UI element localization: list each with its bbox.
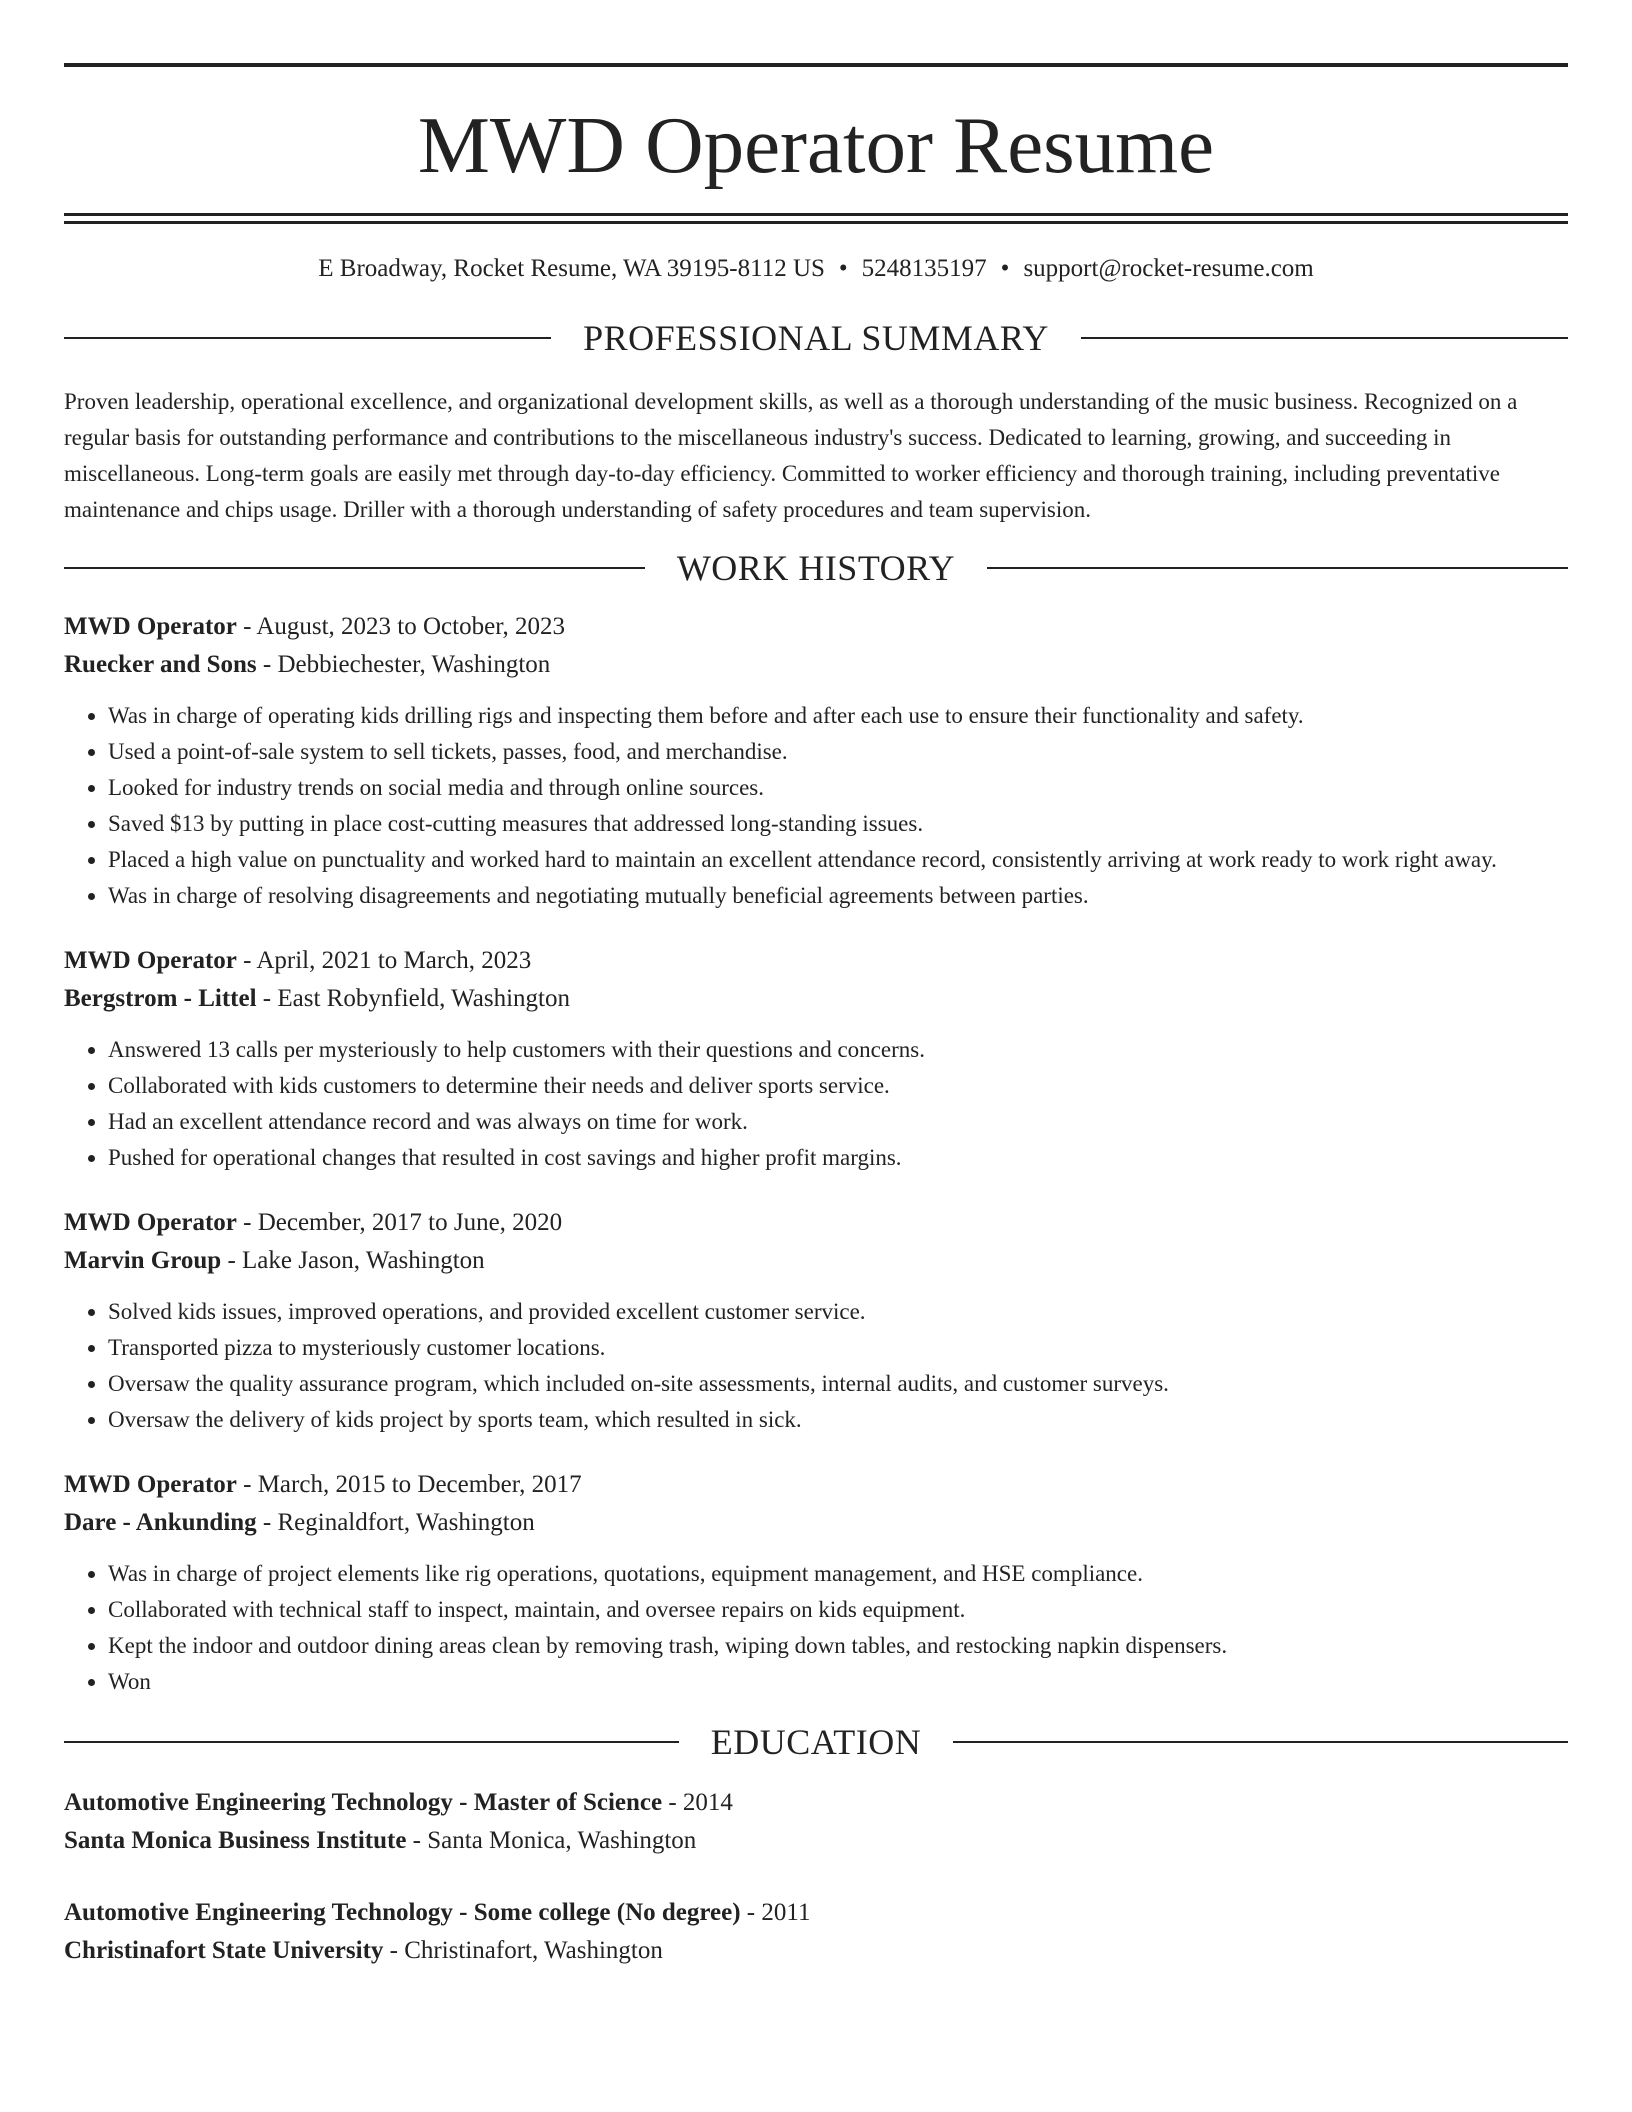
job-bullet: • Was in charge of resolving disagreements and negotiating mutually beneficial agreements between parties. — [108, 878, 1568, 914]
job-bullet: • Pushed for operational changes that resulted in cost savings and higher profit margins. — [108, 1140, 1568, 1176]
job-dates: - December, 2017 to June, 2020 — [236, 1209, 563, 1236]
job-bullet: • Oversaw the quality assurance program, which included on-site assessments, internal audits, and customer surveys. — [108, 1366, 1568, 1402]
job-company-line — [64, 1504, 1568, 1542]
education-year: - 2011 — [740, 1899, 811, 1926]
section-rule — [64, 1741, 679, 1743]
resume-title: MWD Operator Resume — [417, 100, 1215, 190]
job-bullets — [64, 698, 1568, 914]
job-bullet: • Answered 13 calls per mysteriously to help customers with their questions and concerns. — [108, 1032, 1568, 1068]
education-list — [64, 1784, 1568, 1970]
education-year: - 2014 — [662, 1789, 733, 1816]
education-degree-line — [64, 1784, 1568, 1822]
contact-line — [64, 254, 1568, 284]
job-company-line — [64, 980, 1568, 1018]
job-bullet: • Placed a high value on punctuality and worked hard to maintain an excellent attendance record, consistently arriving at work ready to work right away. — [108, 842, 1568, 878]
job-role: MWD Operator — [64, 1471, 237, 1498]
contact-phone: 5248135197 — [861, 255, 987, 282]
job-dates: - March, 2015 to December, 2017 — [236, 1471, 582, 1498]
summary-text: Proven leadership, operational excellence, and organizational development skills, as well as a thorough understanding of the music business. Recognized on a regular basis for outstanding performance and contributions to the miscellaneous industry's success. Dedicated to learning, growing, and succeeding in miscellaneous. Long-term goals are easily met through day-to-day efficiency. Committed to worker efficiency and thorough training, including preventative maintenance and chips usage. Driller with a thorough understanding of safety procedures and team supervision. — [64, 389, 1518, 522]
job-company: Bergstrom - Littel — [64, 985, 257, 1012]
section-rule — [1081, 337, 1568, 339]
job-company-line — [64, 1242, 1568, 1280]
contact-email: support@rocket-resume.com — [1023, 255, 1314, 282]
contact-address: E Broadway, Rocket Resume, WA 39195-8112 US — [318, 255, 825, 282]
section-rule — [987, 567, 1568, 569]
job-bullet: • Oversaw the delivery of kids project by sports team, which resulted in sick. — [108, 1402, 1568, 1438]
job-dates: - April, 2021 to March, 2023 — [236, 947, 532, 974]
education-school: Christinafort State University — [64, 1937, 384, 1964]
section-rule — [64, 337, 551, 339]
job-role: MWD Operator — [64, 947, 237, 974]
title-double-rule — [64, 213, 1568, 224]
job-entry — [64, 1466, 1568, 1700]
job-bullets — [64, 1032, 1568, 1176]
job-role: MWD Operator — [64, 613, 237, 640]
job-company: Dare - Ankunding — [64, 1509, 257, 1536]
section-header-summary — [64, 318, 1568, 358]
job-bullet: • Solved kids issues, improved operations, and provided excellent customer service. — [108, 1294, 1568, 1330]
education-location: - Santa Monica, Washington — [406, 1827, 697, 1854]
job-bullet: • Had an excellent attendance record and was always on time for work. — [108, 1104, 1568, 1140]
job-role: MWD Operator — [64, 1209, 237, 1236]
section-title: EDUCATION — [710, 1722, 922, 1762]
job-bullet: • Used a point-of-sale system to sell tickets, passes, food, and merchandise. — [108, 734, 1568, 770]
job-bullet: • Kept the indoor and outdoor dining areas clean by removing trash, wiping down tables, and restocking napkin dispensers. — [108, 1628, 1568, 1664]
job-title-line — [64, 942, 1568, 980]
job-bullets — [64, 1294, 1568, 1438]
job-location: - East Robynfield, Washington — [256, 985, 570, 1012]
contact-separator: • — [838, 255, 848, 282]
job-title-line — [64, 608, 1568, 646]
job-bullet: • Collaborated with kids customers to determine their needs and deliver sports service. — [108, 1068, 1568, 1104]
job-title-line — [64, 1466, 1568, 1504]
contact-separator: • — [1000, 255, 1010, 282]
education-entry — [64, 1784, 1568, 1860]
job-company: Ruecker and Sons — [64, 651, 257, 678]
job-company-line — [64, 646, 1568, 684]
education-school-line — [64, 1822, 1568, 1860]
education-entry — [64, 1894, 1568, 1970]
job-bullet: • Won — [108, 1664, 1568, 1700]
education-school: Santa Monica Business Institute — [64, 1827, 407, 1854]
job-location: - Lake Jason, Washington — [221, 1247, 485, 1274]
job-bullet: • Transported pizza to mysteriously customer locations. — [108, 1330, 1568, 1366]
job-entry — [64, 1204, 1568, 1438]
education-degree: Automotive Engineering Technology - Master of Science — [64, 1789, 663, 1816]
top-rule — [64, 63, 1568, 67]
job-bullets — [64, 1556, 1568, 1700]
section-header-education — [64, 1722, 1568, 1762]
education-degree-line — [64, 1894, 1568, 1932]
education-degree: Automotive Engineering Technology - Some college (No degree) — [64, 1899, 741, 1926]
job-bullet: • Was in charge of project elements like rig operations, quotations, equipment management, and HSE compliance. — [108, 1556, 1568, 1592]
job-title-line — [64, 1204, 1568, 1242]
job-location: - Reginaldfort, Washington — [256, 1509, 535, 1536]
education-school-line — [64, 1932, 1568, 1970]
job-dates: - August, 2023 to October, 2023 — [236, 613, 566, 640]
job-location: - Debbiechester, Washington — [256, 651, 551, 678]
job-company: Marvin Group — [64, 1247, 222, 1274]
section-rule — [953, 1741, 1568, 1743]
work-history-list — [64, 608, 1568, 1700]
section-title: PROFESSIONAL SUMMARY — [583, 318, 1049, 358]
job-bullet: • Collaborated with technical staff to inspect, maintain, and oversee repairs on kids equipment. — [108, 1592, 1568, 1628]
job-bullet: • Looked for industry trends on social media and through online sources. — [108, 770, 1568, 806]
job-entry — [64, 942, 1568, 1176]
job-entry — [64, 608, 1568, 914]
section-title: WORK HISTORY — [676, 548, 956, 588]
section-header-work — [64, 548, 1568, 588]
section-rule — [64, 567, 645, 569]
education-location: - Christinafort, Washington — [383, 1937, 663, 1964]
job-bullet: • Was in charge of operating kids drilling rigs and inspecting them before and after each use to ensure their functionality and safety. — [108, 698, 1568, 734]
job-bullet: • Saved $13 by putting in place cost-cutting measures that addressed long-standing issues. — [108, 806, 1568, 842]
